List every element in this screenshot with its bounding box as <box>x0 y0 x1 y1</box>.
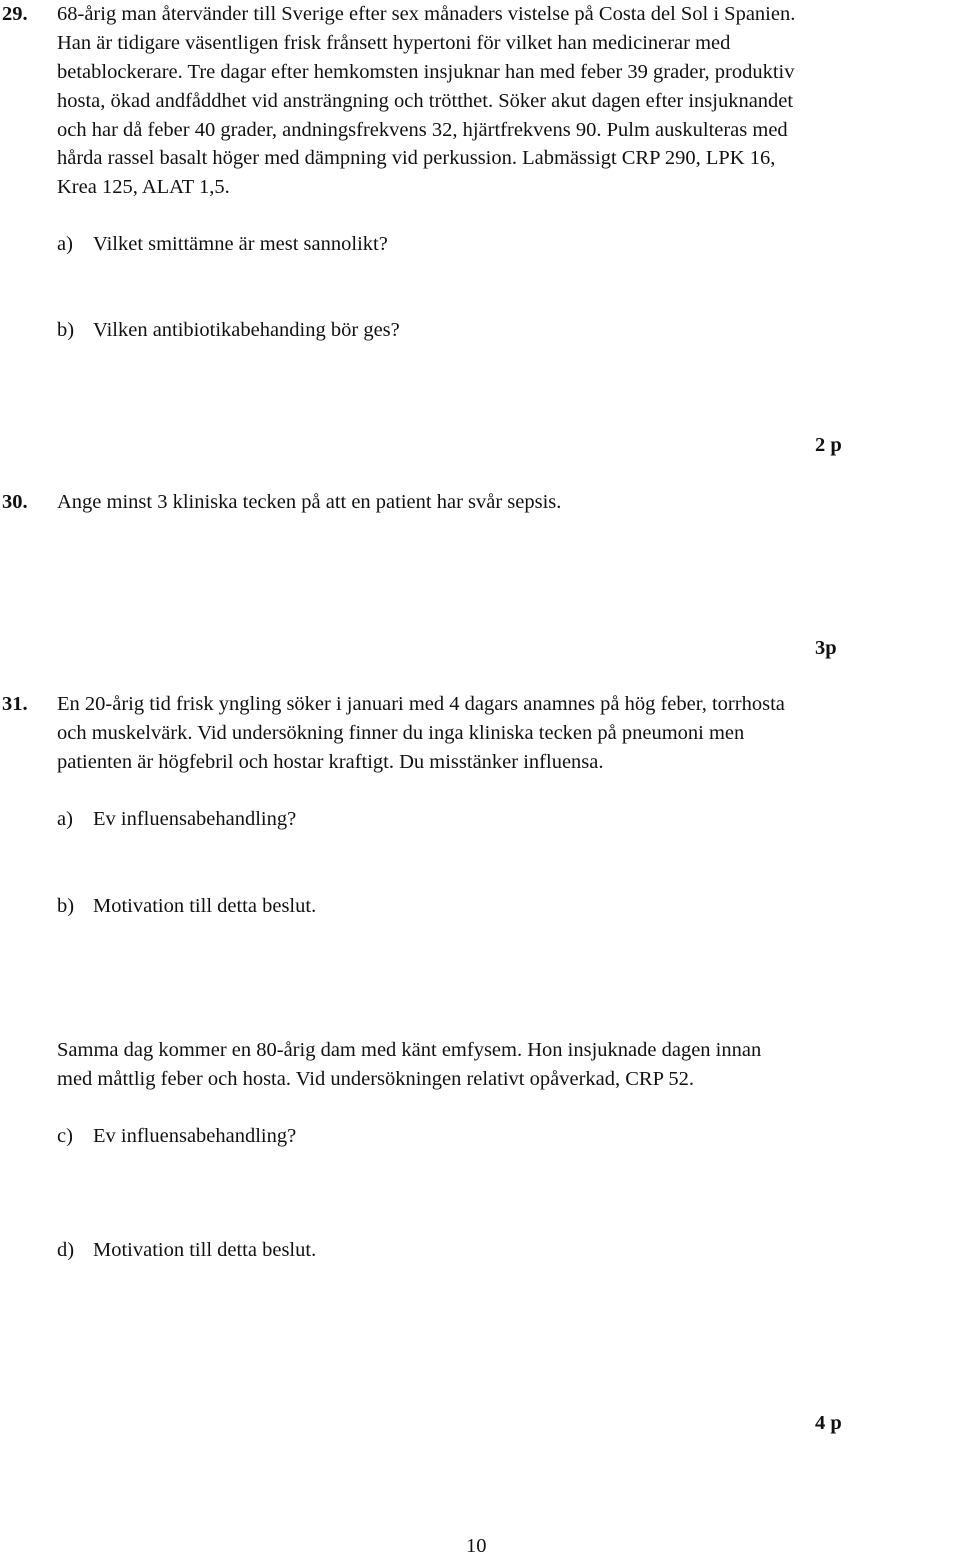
q31-b-label: b) <box>57 895 75 917</box>
q31-line-1: En 20-årig tid frisk yngling söker i januari med 4 dagars anamnes på hög feber, torrhosta <box>57 693 785 715</box>
q31-points: 4 p <box>815 1412 842 1434</box>
q29-line-6: hårda rassel basalt höger med dämpning vid perkussion. Labmässigt CRP 290, LPK 16, <box>57 147 776 169</box>
q29-a-label: a) <box>57 233 73 255</box>
q29-line-4: hosta, ökad andfåddhet vid ansträngning och trötthet. Söker akut dagen efter insjuknandet <box>57 90 794 112</box>
q31-number: 31. <box>2 693 28 715</box>
q31-d-label: d) <box>57 1239 75 1261</box>
q31-b-text: Motivation till detta beslut. <box>93 895 317 917</box>
q31-subquestion-c <box>57 1122 296 1151</box>
q29-points: 2 p <box>815 434 842 456</box>
q30-text: Ange minst 3 kliniska tecken på att en patient har svår sepsis. <box>57 491 562 513</box>
q30-points: 3p <box>815 637 837 659</box>
q29-line-7: Krea 125, ALAT 1,5. <box>57 176 230 198</box>
page-number: 10 <box>466 1535 487 1557</box>
q31-a-label: a) <box>57 808 73 830</box>
q31-line-3: patienten är högfebril och hostar kraftigt. Du misstänker influensa. <box>57 751 604 773</box>
q31-subquestion-b <box>57 892 316 921</box>
q31-line-2: och muskelvärk. Vid undersökning finner du inga kliniska tecken på pneumoni men <box>57 722 745 744</box>
q29-line-1: 68-årig man återvänder till Sverige efter sex månaders vistelse på Costa del Sol i Spanien. <box>57 3 796 25</box>
q31-subquestion-d <box>57 1236 316 1265</box>
q29-b-text: Vilken antibiotikabehanding bör ges? <box>93 319 400 341</box>
q29-number: 29. <box>2 3 28 25</box>
q31-subquestion-a <box>57 805 296 834</box>
q29-subquestion-b <box>57 316 400 345</box>
q31-case2-line-1: Samma dag kommer en 80-årig dam med känt emfysem. Hon insjuknade dagen innan <box>57 1039 762 1061</box>
q29-subquestion-a <box>57 230 388 259</box>
q29-line-2: Han är tidigare väsentligen frisk frånsett hypertoni för vilket han medicinerar med <box>57 32 731 54</box>
q29-a-text: Vilket smittämne är mest sannolikt? <box>93 233 388 255</box>
q29-b-label: b) <box>57 319 75 341</box>
q31-a-text: Ev influensabehandling? <box>93 808 297 830</box>
q29-line-5: och har då feber 40 grader, andningsfrekvens 32, hjärtfrekvens 90. Pulm auskulteras med <box>57 119 788 141</box>
q31-c-label: c) <box>57 1125 73 1147</box>
q31-c-text: Ev influensabehandling? <box>93 1125 297 1147</box>
q31-d-text: Motivation till detta beslut. <box>93 1239 317 1261</box>
q30-number: 30. <box>2 491 28 513</box>
q31-case2-line-2: med måttlig feber och hosta. Vid undersökningen relativt opåverkad, CRP 52. <box>57 1068 694 1090</box>
q29-line-3: betablockerare. Tre dagar efter hemkomsten insjuknar han med feber 39 grader, produktiv <box>57 61 795 83</box>
